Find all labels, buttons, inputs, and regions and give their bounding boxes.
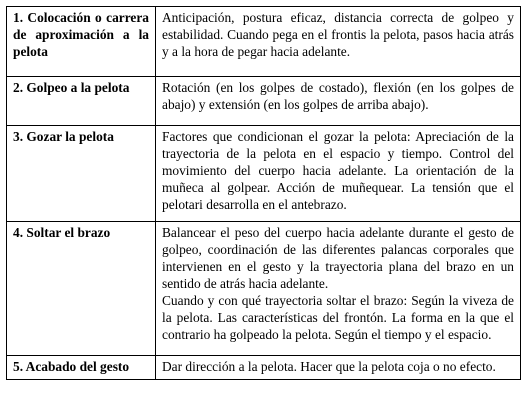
phase-description [156, 7, 521, 77]
description-paragraph: Rotación (en los golpes de costado), flexión (en los golpes de abajo) y extensión (en los golpes de arriba abajo). [162, 80, 514, 112]
phase-label: 5. Acabado del gesto [7, 356, 156, 380]
description-paragraph: Cuando y con qué trayectoria soltar el brazo: Según la viveza de la pelota. Las características del frontón. La forma en la que el contrario ha golpeado la pelota. Según el tiempo y el espacio. [162, 293, 514, 342]
description-paragraph: Anticipación, postura eficaz, distancia correcta de golpeo y estabilidad. Cuando pega en el frontis la pelota, pasos hacia atrás y a la hora de pegar hacia adelante. [162, 10, 514, 59]
phase-label: 4. Soltar el brazo [7, 222, 156, 356]
phase-description [156, 126, 521, 222]
phase-description [156, 77, 521, 126]
description-paragraph: Balancear el peso del cuerpo hacia adelante durante el gesto de golpeo, coordinación de las diferentes palancas corporales que intervienen en el gesto y la trayectoria plana del brazo en un sentido de atrás hacia adelante. [162, 225, 514, 291]
phase-label: 1. Colocación o carrera de aproximación a la pelota [7, 7, 156, 77]
table-row [7, 126, 521, 222]
phase-label: 2. Golpeo a la pelota [7, 77, 156, 126]
table-row [7, 222, 521, 356]
description-paragraph: Factores que condicionan el gozar la pelota: Apreciación de la trayectoria de la pelota en el espacio y tiempo. Control del movimiento del cuerpo hacia adelante. La orientación de la muñeca al golpear. Acción de muñequear. La tensión que el pelotari desarrolla en el antebrazo. [162, 129, 514, 212]
phase-description [156, 222, 521, 356]
table-row [7, 77, 521, 126]
phase-label: 3. Gozar la pelota [7, 126, 156, 222]
phases-table [6, 6, 521, 380]
phase-description [156, 356, 521, 380]
table-row [7, 7, 521, 77]
table-row [7, 356, 521, 380]
description-paragraph: Dar dirección a la pelota. Hacer que la pelota coja o no efecto. [162, 359, 496, 374]
